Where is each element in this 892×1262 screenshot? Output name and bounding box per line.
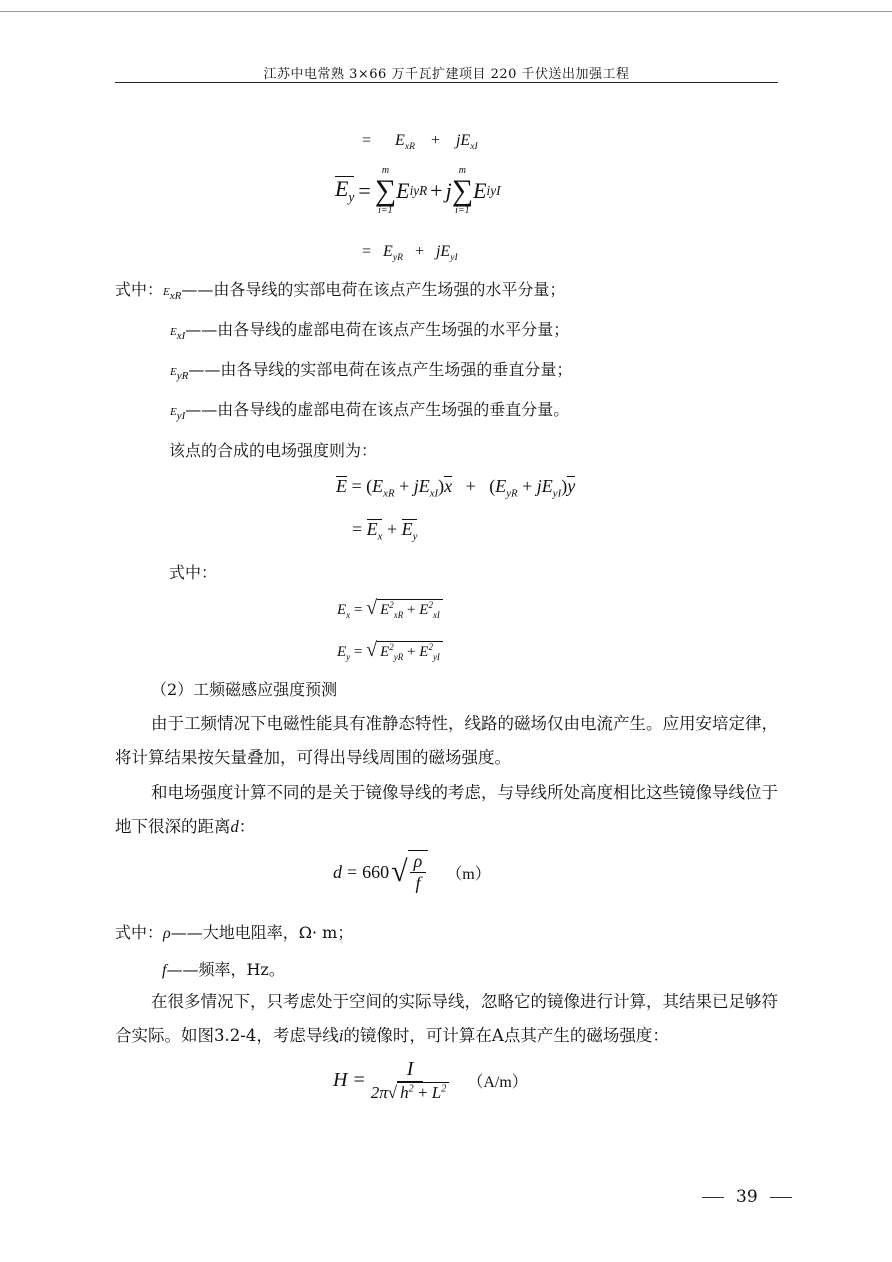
- formula-d: d = 660 √ $\frac{\rho}{f}$ （m）: [333, 851, 491, 893]
- header-rule: [115, 82, 778, 83]
- sum-symbol-2: m ∑ i=1: [451, 165, 474, 216]
- formula-e-combined: $E = (E_{xR} + jE_{xI})x$ + $(E_{yR} + jE_{yI})y$: [336, 476, 576, 500]
- formula-h: H = $\frac{I}{2\pi√ h^2 + L^2}$ （A/m）: [333, 1058, 528, 1102]
- paragraph-3: 在很多情况下，只考虑处于空间的实际导线，忽略它的镜像进行计算，其结果已足够符合实际。如图3.2-4，考虑导线i的镜像时，可计算在A点其产生的磁场强度：: [115, 992, 778, 1045]
- f-definition: f——频率，Hz。: [162, 960, 285, 979]
- formula-ey-magnitude: $E_y$ = √ $E^2_{yR} + E^2_{yI}$: [337, 639, 443, 662]
- page-number: 39: [690, 1187, 804, 1207]
- definition-item: $E_{yR}——$由各导线的实部电荷在该点产生场强的垂直分量；: [170, 360, 573, 383]
- shizhong-label: 式中：: [169, 563, 218, 582]
- combined-intro: 该点的合成的电场强度则为：: [169, 441, 378, 460]
- paragraph-1: 由于工频情况下电磁性能具有准静态特性，线路的磁场仅由电流产生。应用安培定律，将计算结果按矢量叠加，可得出导线周围的磁场强度。: [115, 714, 778, 767]
- section-heading: （2）工频磁感应强度预测: [151, 680, 338, 699]
- paragraph-2: 和电场强度计算不同的是关于镜像导线的考虑，与导线所处高度相比这些镜像导线位于地下很深的距离d：: [115, 783, 778, 836]
- sum-symbol: m ∑ i=1: [374, 165, 397, 216]
- formula-ex-magnitude: $E_x$ = √ $E^2_{xR} + E^2_{xI}$: [337, 597, 443, 620]
- top-border-line: [0, 11, 892, 12]
- ey-overline: $E_y$: [335, 176, 355, 205]
- definition-item: 式中：$E_{xR}——$由各导线的实部电荷在该点产生场强的水平分量；: [115, 280, 566, 303]
- formula-ey-line: = $E_{yR}$ + $jE_{yI}$: [362, 243, 458, 264]
- definition-item: $E_{xI}——$由各导线的虚部电荷在该点产生场强的水平分量；: [170, 320, 570, 343]
- rho-definition: 式中：ρ——大地电阻率，Ω· m；: [115, 923, 354, 942]
- page-header: 江苏中电常熟 3×66 万千瓦扩建项目 220 千伏送出加强工程: [263, 67, 630, 82]
- footer-dash-right: [770, 1197, 792, 1198]
- definition-item: $E_{yI}——$由各导线的虚部电荷在该点产生场强的垂直分量。: [170, 400, 570, 423]
- formula-e-sum-line: = $E_x + E_y$: [352, 519, 418, 543]
- formula-ey-sum: $E_y$ = m ∑ i=1 E iyR + j m ∑ i=1 E iyI: [335, 165, 501, 216]
- footer-dash-left: [702, 1197, 724, 1198]
- formula-ex-line: = $E_{xR} + jE_{xI}$: [362, 132, 478, 153]
